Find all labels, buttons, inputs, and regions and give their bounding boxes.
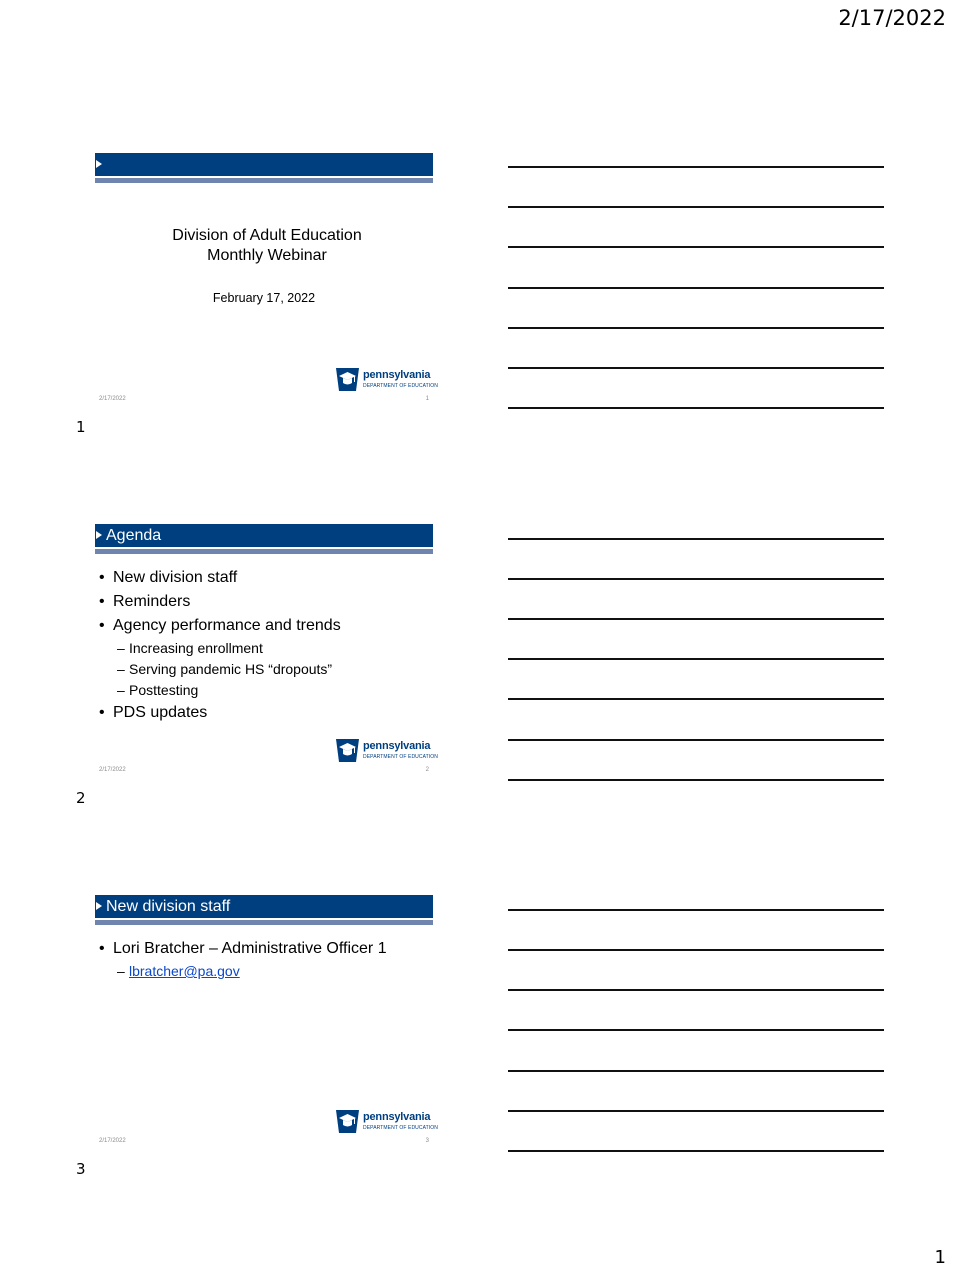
slide-3-thumbnail <box>95 895 438 1147</box>
slide-index: 2 <box>76 789 86 807</box>
pennsylvania-logo <box>335 367 438 393</box>
bullet-list <box>99 937 429 982</box>
notes-line <box>508 367 884 369</box>
pennsylvania-logo <box>335 738 438 764</box>
logo-wordmark: pennsylvania <box>363 740 431 752</box>
notes-line <box>508 327 884 329</box>
notes-line <box>508 1070 884 1072</box>
logo-subtitle: DEPARTMENT OF EDUCATION <box>363 754 438 760</box>
notes-line <box>508 407 884 409</box>
slide-index: 1 <box>76 418 86 436</box>
slide-title-line: Division of Adult Education <box>172 227 362 244</box>
notes-line <box>508 578 884 580</box>
bullet-list <box>99 566 429 725</box>
slide-footer-number: 3 <box>425 1138 429 1144</box>
bullet-item: • Lori Bratcher – Administrative Officer 1 <box>99 937 429 961</box>
slide-subtitle-line: Monthly Webinar <box>207 247 327 264</box>
notes-line <box>508 1029 884 1031</box>
bullet-item: • Agency performance and trends <box>99 614 429 638</box>
slide-1-thumbnail <box>95 153 438 405</box>
sub-bullet-item <box>99 961 429 982</box>
slide-date: February 17, 2022 <box>212 291 316 305</box>
notes-line <box>508 949 884 951</box>
sub-bullet-item: – Serving pandemic HS “dropouts” <box>99 659 429 680</box>
notes-line <box>508 658 884 660</box>
notes-line <box>508 618 884 620</box>
notes-line <box>508 779 884 781</box>
slide-header-bar <box>95 895 433 918</box>
pennsylvania-logo <box>335 1109 438 1135</box>
sub-bullet-item: – Increasing enrollment <box>99 638 429 659</box>
logo-subtitle: DEPARTMENT OF EDUCATION <box>363 383 438 389</box>
logo-wordmark: pennsylvania <box>363 1111 431 1123</box>
notes-line <box>508 1110 884 1112</box>
notes-line <box>508 206 884 208</box>
slide-footer-date: 2/17/2022 <box>99 1138 126 1144</box>
slide-title <box>95 226 439 266</box>
bullet-item: • PDS updates <box>99 701 429 725</box>
slide-header-stripe <box>95 549 433 554</box>
slide-footer-number: 1 <box>425 396 429 402</box>
slide-footer-number: 2 <box>425 767 429 773</box>
logo-wordmark: pennsylvania <box>363 369 431 381</box>
logo-subtitle: DEPARTMENT OF EDUCATION <box>363 1125 438 1131</box>
slide-header-title: Agenda <box>106 527 162 544</box>
slide-footer-date: 2/17/2022 <box>99 396 126 402</box>
notes-line <box>508 166 884 168</box>
notes-line <box>508 989 884 991</box>
keystone-logo-icon <box>335 367 360 392</box>
sub-bullet-item: – Posttesting <box>99 680 429 701</box>
page-date: 2/17/2022 <box>838 6 946 30</box>
arrow-icon <box>96 160 102 168</box>
notes-line <box>508 698 884 700</box>
notes-line <box>508 739 884 741</box>
notes-line <box>508 909 884 911</box>
bullet-item: • Reminders <box>99 590 429 614</box>
page-number: 1 <box>934 1247 946 1268</box>
slide-index: 3 <box>76 1160 86 1178</box>
slide-footer-date: 2/17/2022 <box>99 767 126 773</box>
notes-line <box>508 287 884 289</box>
keystone-logo-icon <box>335 738 360 763</box>
slide-header-bar <box>95 153 433 176</box>
keystone-logo-icon <box>335 1109 360 1134</box>
slide-header-stripe <box>95 920 433 925</box>
arrow-icon <box>96 902 102 910</box>
slide-header-bar <box>95 524 433 547</box>
slide-header-stripe <box>95 178 433 183</box>
notes-line <box>508 1150 884 1152</box>
arrow-icon <box>96 531 102 539</box>
bullet-item: • New division staff <box>99 566 429 590</box>
slide-2-thumbnail <box>95 524 438 776</box>
notes-line <box>508 538 884 540</box>
slide-header-title: New division staff <box>106 898 231 915</box>
email-link[interactable]: lbratcher@pa.gov <box>129 963 240 979</box>
notes-line <box>508 246 884 248</box>
